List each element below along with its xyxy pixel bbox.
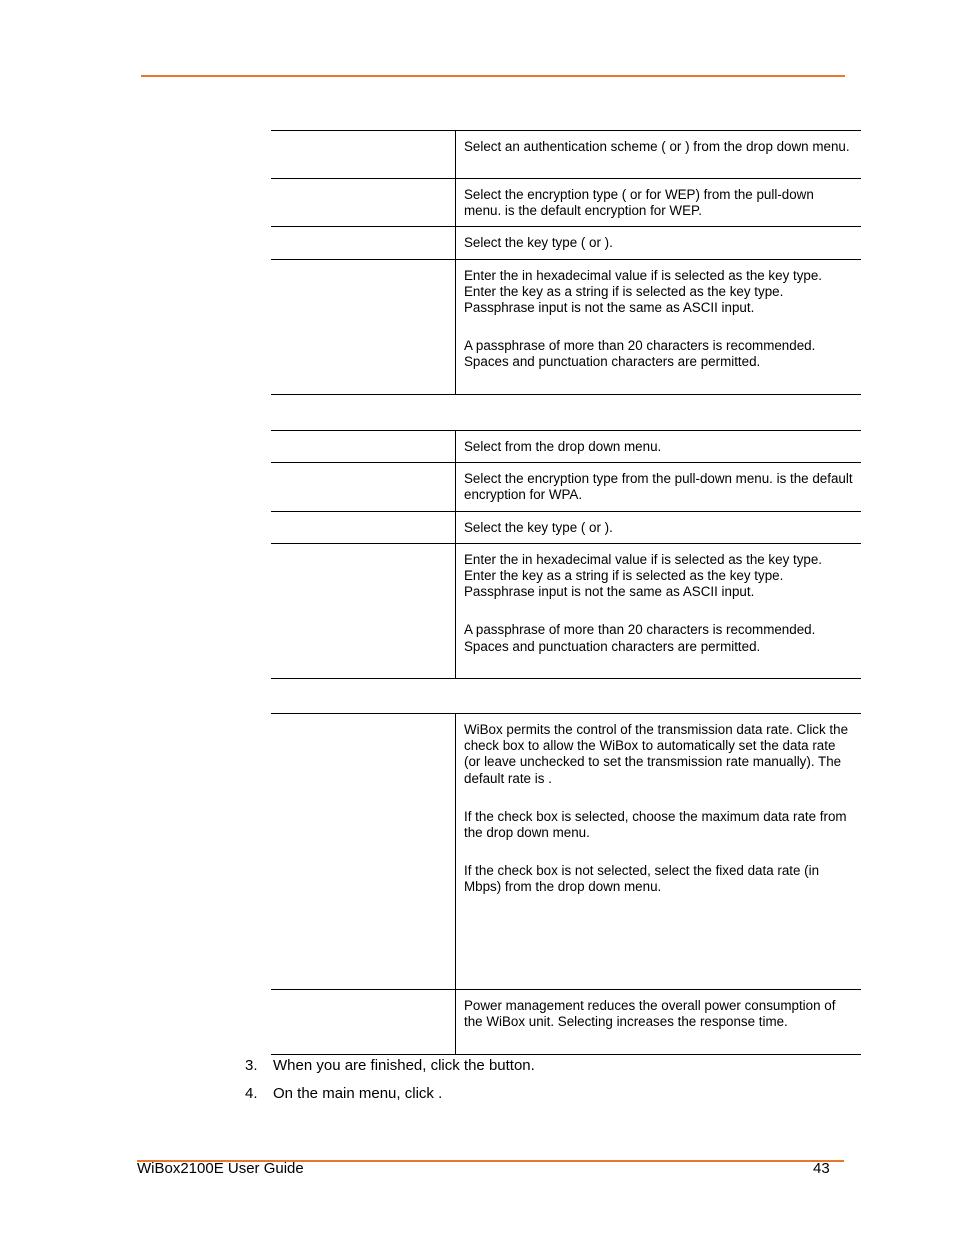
table-row	[271, 543, 861, 678]
table-row	[271, 131, 861, 179]
table-row	[271, 714, 861, 990]
field-description	[456, 714, 862, 990]
field-name-cell	[271, 179, 456, 227]
description-note: A passphrase of more than 20 characters is recommended. Spaces and punctuation characters are permitted.	[464, 338, 816, 370]
field-description	[456, 259, 862, 394]
description-text: Select the encryption type from the pull-down menu. is the default encryption for WPA.	[464, 471, 853, 503]
description-text: Select the encryption type ( or for WEP) from the pull-down menu. is the default encryption for WEP.	[464, 187, 814, 219]
description-note: A passphrase of more than 20 characters is recommended. Spaces and punctuation characters are permitted.	[464, 622, 816, 654]
table-row	[271, 179, 861, 227]
field-name-cell	[271, 463, 456, 511]
table-row	[271, 227, 861, 259]
header-rule	[141, 75, 845, 77]
field-name-cell	[271, 990, 456, 1055]
description-text: If the check box is selected, choose the maximum data rate from the drop down menu.	[464, 808, 847, 841]
field-name-cell	[271, 431, 456, 463]
field-description	[456, 431, 862, 463]
field-name-cell	[271, 511, 456, 543]
field-description	[456, 227, 862, 259]
description-text: Enter the in hexadecimal value if is selected as the key type. Enter the key as a string if is selected as the key type. Passphrase input is not the same as ASCII input.	[464, 551, 823, 600]
field-description	[456, 131, 862, 179]
field-name-cell	[271, 227, 456, 259]
field-description	[456, 543, 862, 678]
field-description	[456, 179, 862, 227]
radio-settings-table	[271, 713, 861, 1055]
description-text: If the check box is not selected, select the fixed data rate (in Mbps) from the drop down menu.	[464, 863, 820, 895]
step-number: 3.	[245, 1057, 258, 1074]
wep-settings-table	[271, 130, 861, 395]
footer-title: WiBox2100E User Guide	[137, 1160, 304, 1177]
description-text: Select the key type ( or ).	[464, 235, 613, 251]
description-text: Select the key type ( or ).	[464, 519, 613, 535]
field-description	[456, 990, 862, 1055]
field-description	[456, 511, 862, 543]
field-name-cell	[271, 714, 456, 990]
table-row	[271, 463, 861, 511]
table-row	[271, 511, 861, 543]
description-text: Power management reduces the overall power consumption of the WiBox unit. Selecting increases the response time.	[464, 998, 836, 1030]
step-text: When you are finished, click the button.	[273, 1057, 535, 1074]
page-number: 43	[813, 1160, 830, 1177]
description-text: Select from the drop down menu.	[464, 439, 662, 454]
description-text: WiBox permits the control of the transmission data rate. Click the check box to allow the WiBox to automatically set the data rate (or leave unchecked to set the transmission rate manually). The default rate is .	[464, 722, 849, 786]
description-text: Select an authentication scheme ( or ) from the drop down menu.	[464, 139, 850, 154]
field-name-cell	[271, 543, 456, 678]
field-name-cell	[271, 259, 456, 394]
wpa-settings-table	[271, 430, 861, 679]
step-text: On the main menu, click .	[273, 1085, 443, 1102]
field-description	[456, 463, 862, 511]
field-name-cell	[271, 131, 456, 179]
table-row	[271, 990, 861, 1055]
table-row	[271, 259, 861, 394]
table-row	[271, 431, 861, 463]
description-text: Enter the in hexadecimal value if is selected as the key type. Enter the key as a string if is selected as the key type. Passphrase input is not the same as ASCII input.	[464, 267, 823, 316]
step-number: 4.	[245, 1085, 258, 1102]
